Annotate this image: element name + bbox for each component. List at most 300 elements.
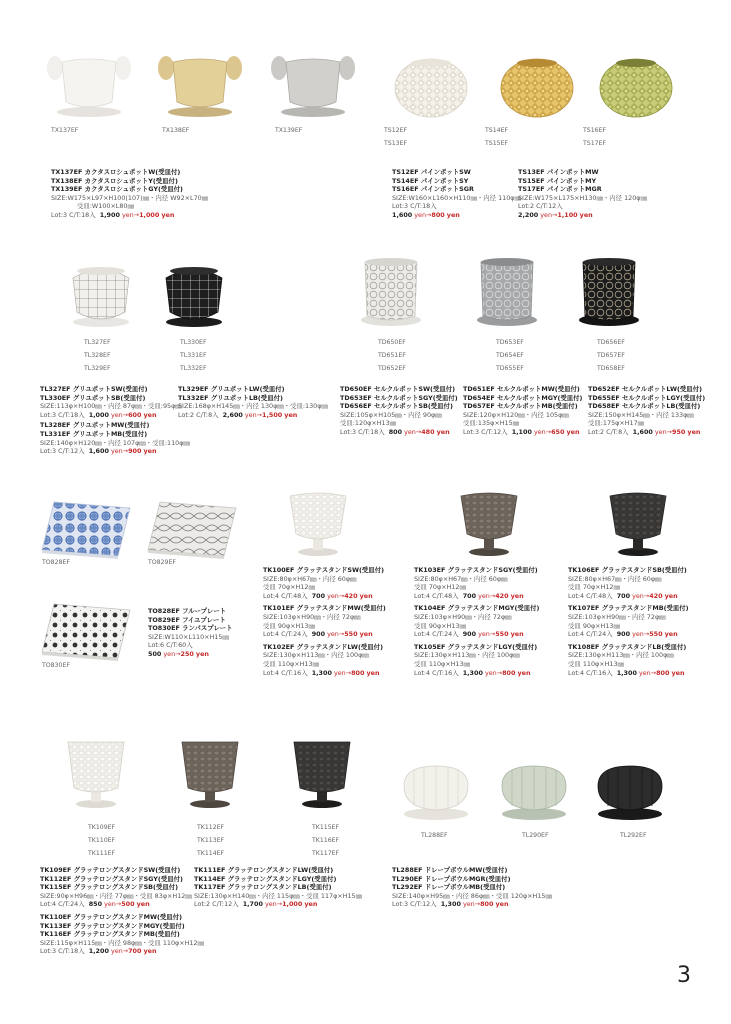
product-name: TD652EF セルクルポットLW(受皿付) — [588, 385, 703, 393]
currency: yen — [566, 427, 580, 436]
size-spec: SIZE:120φ×H120㎜・内径 105φ㎜ — [463, 410, 569, 419]
product-info-long-l — [194, 866, 362, 909]
product-name: TK112EF グラッテロングスタンドSGY(受皿付) — [40, 874, 183, 883]
price-arrow: yen→ — [478, 591, 496, 600]
product-code: TS16EF — [583, 127, 607, 134]
product-name: TL327EF グリユポットSW(受皿付) — [40, 385, 148, 393]
price-line — [263, 630, 386, 639]
product-name: TL331EF グリユポットMB(受皿付) — [40, 429, 148, 438]
price-arrow: yen→ — [163, 649, 181, 658]
product-name: TS14EF パインポットSY — [392, 176, 469, 185]
product-name: TK102EF グラッテスタンドLW(受皿付) — [263, 642, 383, 651]
grid-pot-black-image — [163, 262, 225, 328]
lot-info: Lot:4 C/T:24入 — [40, 900, 85, 909]
list-price: 850 — [88, 900, 103, 909]
sale-price: 800 — [656, 668, 670, 677]
price-line — [518, 211, 647, 220]
product-code: TD652EF — [378, 365, 406, 372]
drape-bowl-black-image — [594, 760, 666, 822]
product-name: TO828EF フループレート — [148, 607, 226, 615]
cactus-pot-grey-image — [268, 50, 358, 120]
lot-info: Lot:3 C/T:12入 — [463, 427, 508, 436]
lot-info: Lot:6 C/T:60入 — [148, 641, 193, 650]
price-line — [392, 900, 552, 909]
product-code: TK113EF — [197, 837, 225, 844]
saucer-spec: 受皿 110φ×H13㎜ — [568, 659, 624, 668]
lot-info: Lot:3 C/T:18入 — [392, 202, 437, 211]
lot-info: Lot:3 C/T:18入 — [51, 210, 96, 219]
price-arrow: yen→ — [462, 900, 481, 909]
lot-info: Lot:4 C/T:24入 — [414, 630, 459, 639]
product-name: TS16EF パインポットSGR — [392, 185, 474, 194]
pine-pot-white-image — [393, 55, 469, 119]
product-code: TD656EF — [597, 339, 625, 346]
product-info-stand-black — [568, 566, 689, 677]
price-line — [194, 900, 362, 909]
product-code: TD658EF — [597, 365, 625, 372]
price-arrow: yen→ — [264, 900, 283, 909]
price-arrow: yen→ — [533, 427, 552, 436]
list-price: 1,000 — [88, 410, 109, 419]
product-code: TL327EF — [84, 339, 111, 346]
currency: yen — [366, 668, 380, 677]
lot-info: Lot:4 C/T:48入 — [568, 591, 613, 600]
size-spec: SIZE:105φ×H105㎜・内径 90φ㎜ — [340, 410, 442, 419]
currency: yen — [671, 668, 685, 677]
product-code: TL328EF — [84, 352, 111, 359]
plate-grey-image — [146, 498, 238, 560]
saucer-spec: 受皿 90φ×H13㎜ — [568, 621, 620, 630]
price-arrow: yen→ — [244, 410, 263, 419]
product-code: TL332EF — [180, 365, 207, 372]
product-code: TS12EF — [384, 127, 408, 134]
circle-pot-grey-image — [476, 254, 538, 328]
saucer-spec: 受皿 70φ×H12㎜ — [414, 583, 466, 592]
product-code: TD651EF — [378, 352, 406, 359]
product-code: TS13EF — [384, 140, 408, 147]
lot-info: Lot:2 C/T:8入 — [178, 410, 219, 419]
list-price: 900 — [462, 630, 477, 639]
list-price: 1,300 — [616, 668, 637, 677]
product-code: TK112EF — [197, 824, 225, 831]
saucer-spec: 受皿 110φ×H13㎜ — [263, 659, 319, 668]
product-code: TL292EF — [620, 832, 647, 839]
currency: yen — [143, 947, 157, 956]
drape-bowl-green-image — [498, 760, 570, 822]
product-code: TK109EF — [88, 824, 116, 831]
currency: yen — [143, 410, 157, 419]
product-name: TK104EF グラッテスタンドMGY(受皿付) — [414, 604, 540, 613]
size-spec: SIZE:130φ×H140㎜・内径 115φ㎜・受皿 117φ×H15㎜ — [194, 891, 362, 900]
lot-info: Lot:3 C/T:12入 — [40, 447, 85, 456]
product-code: TK111EF — [88, 850, 116, 857]
product-name: TK105EF グラッテスタンドLGY(受皿付) — [414, 642, 538, 651]
list-price: 2,200 — [518, 210, 539, 219]
circle-pot-white-image — [360, 254, 422, 328]
product-info-td-s — [340, 385, 458, 437]
product-name: TL290EF ドレープボウルMGR(受皿付) — [392, 874, 511, 883]
price-line — [340, 428, 458, 437]
sale-price: 550 — [649, 630, 663, 639]
product-code: TD657EF — [597, 352, 625, 359]
lot-info: Lot:4 C/T:16入 — [263, 668, 308, 677]
product-name: TD650EF セルクルポットSW(受皿付) — [340, 385, 456, 393]
saucer-spec: 受皿 70φ×H12㎜ — [568, 583, 620, 592]
lot-info: Lot:4 C/T:16入 — [414, 668, 459, 677]
product-name: TX138EF カクタスロシュポットY(受皿付) — [51, 176, 178, 185]
product-info-pine-small — [392, 168, 521, 220]
product-code-list — [485, 124, 508, 150]
currency: yen — [304, 900, 318, 909]
price-arrow: yen→ — [632, 630, 650, 639]
product-code-list — [312, 821, 339, 860]
sale-price: 800 — [351, 668, 365, 677]
circle-pot-black-image — [578, 254, 640, 328]
list-price: 1,600 — [632, 427, 653, 436]
product-name: TK109EF グラッテロングスタンドSW(受皿付) — [40, 866, 181, 874]
product-code: TS14EF — [485, 127, 509, 134]
price-arrow: yen→ — [404, 427, 422, 436]
sale-price: 800 — [480, 900, 494, 909]
product-name: TK110EF グラッテロングスタンドMW(受皿付) — [40, 912, 183, 921]
size-spec: SIZE:W160×L160×H110㎜・内径 110φ㎜ — [392, 193, 521, 202]
product-info-long-s — [40, 866, 204, 956]
product-name: TK114EF グラッテロングスタンドLGY(受皿付) — [194, 874, 337, 883]
stand-pot-grey-image — [457, 488, 521, 560]
price-line — [568, 669, 689, 678]
product-code: TX137EF — [51, 127, 79, 134]
size-spec: SIZE:W175×L97×H100(107)㎜・内径 W92×L70㎜ — [51, 193, 209, 202]
size-spec: SIZE:80φ×H67㎜・内径 60φ㎜ — [568, 574, 662, 583]
product-name: TL288EF ドレープボウルMW(受皿付) — [392, 866, 508, 874]
size-spec: SIZE:113φ×H100㎜・内径 87φ㎜・受皿:95φ㎜ — [40, 402, 182, 411]
lot-info: Lot:3 C/T:18入 — [340, 427, 385, 436]
product-info-grid-s — [40, 385, 190, 456]
product-name: TO829EF フイユプレート — [148, 615, 226, 624]
saucer-spec: 受皿:175φ×H17㎜ — [588, 419, 645, 428]
product-name: TX139EF カクタスロシュポットGY(受皿付) — [51, 185, 183, 194]
price-arrow: yen→ — [484, 668, 503, 677]
product-name: TS13EF パインポットMW — [518, 168, 599, 176]
product-code: TO829EF — [148, 559, 176, 566]
size-spec: SIZE:80φ×H67㎜・内径 60φ㎜ — [414, 574, 508, 583]
product-name: TK100EF グラッテスタンドSW(受皿付) — [263, 566, 385, 574]
cactus-pot-white-image — [44, 50, 134, 120]
currency: yen — [664, 591, 678, 600]
product-name: TL329EF グリユポットLW(受皿付) — [178, 385, 285, 393]
price-line — [40, 900, 204, 909]
list-price: 1,600 — [392, 210, 413, 219]
lot-info: Lot:3 C/T:18入 — [40, 947, 85, 956]
product-info-cactus — [51, 168, 208, 220]
product-code: TD654EF — [496, 352, 524, 359]
list-price: 1,300 — [440, 900, 461, 909]
currency: yen — [284, 410, 298, 419]
currency: yen — [495, 900, 509, 909]
sale-price: 900 — [128, 447, 142, 456]
product-name: TL328EF グリユポットMW(受皿付) — [40, 421, 150, 430]
pine-pot-green-image — [598, 55, 674, 119]
size-spec: SIZE:90φ×H96㎜・内径 77φ㎜・受皿 83φ×H12㎜ — [40, 891, 192, 900]
sale-price: 550 — [495, 630, 509, 639]
product-code-list — [496, 336, 524, 375]
product-name: TK108EF グラッテスタンドLB(受皿付) — [568, 642, 687, 651]
currency: yen — [687, 427, 701, 436]
product-code-list — [583, 124, 606, 150]
sale-price: 700 — [128, 947, 142, 956]
product-code: TK117EF — [312, 850, 340, 857]
product-name: TS12EF パインポットSW — [392, 168, 471, 176]
price-arrow: yen→ — [654, 427, 673, 436]
price-line — [40, 411, 190, 420]
product-name: TL292EF ドレープボウルMB(受皿付) — [392, 883, 506, 892]
product-name: TK115EF グラッテロングスタンドSB(受皿付) — [40, 883, 179, 892]
list-price: 2,600 — [222, 410, 243, 419]
list-price: 900 — [311, 630, 326, 639]
saucer-spec: 受皿:135φ×H15㎜ — [463, 419, 520, 428]
product-name: TK116EF グラッテロングスタンドMB(受皿付) — [40, 930, 180, 939]
list-price: 700 — [462, 591, 477, 600]
size-spec: SIZE:130φ×H113㎜・内径 100φ㎜ — [568, 651, 674, 660]
page-number: 3 — [677, 963, 691, 988]
price-arrow: yen→ — [638, 668, 657, 677]
saucer-spec: 受皿:120φ×H13㎜ — [340, 419, 397, 428]
product-name: TK117EF グラッテロングスタンドLB(受皿付) — [194, 883, 332, 892]
price-arrow: yen→ — [632, 591, 650, 600]
product-name: TS17EF パインポットMGR — [518, 185, 602, 194]
product-name: TL330EF グリユポットSB(受皿付) — [40, 393, 146, 402]
product-code: TO828EF — [42, 559, 70, 566]
product-code: TX139EF — [275, 127, 303, 134]
product-code-list — [180, 336, 207, 375]
price-line — [414, 669, 539, 678]
currency: yen — [517, 668, 531, 677]
product-name: TK101EF グラッテスタンドMW(受皿付) — [263, 604, 386, 613]
size-spec: SIZE:150φ×H145㎜・内径 133φ㎜ — [588, 410, 694, 419]
currency: yen — [195, 649, 209, 658]
list-price: 1,300 — [311, 668, 332, 677]
product-name: TD658EF セルクルポットLB(受皿付) — [588, 402, 701, 411]
currency: yen — [161, 210, 175, 219]
product-name: TD655EF セルクルポットLGY(受皿付) — [588, 393, 706, 402]
product-name: TD654EF セルクルポットMGY(受皿付) — [463, 393, 583, 402]
list-price: 1,100 — [511, 427, 532, 436]
list-price: 900 — [616, 630, 631, 639]
list-price: 500 — [148, 649, 162, 658]
size-spec: SIZE:103φ×H90㎜・内径 72φ㎜ — [414, 612, 512, 621]
price-arrow: yen→ — [110, 447, 129, 456]
size-spec: SIZE:W175×L175×H130㎜・内径 120φ㎜ — [518, 193, 647, 202]
product-code: TK110EF — [88, 837, 116, 844]
lot-info: Lot:4 C/T:24入 — [263, 630, 308, 639]
list-price: 700 — [311, 591, 326, 600]
price-line — [40, 947, 204, 956]
price-arrow: yen→ — [333, 668, 352, 677]
product-code-list — [84, 336, 111, 375]
product-code: TX138EF — [162, 127, 190, 134]
product-name: TL332EF グリユポットLB(受皿付) — [178, 393, 283, 402]
saucer-spec: 受皿 90φ×H13㎜ — [414, 621, 466, 630]
size-spec: SIZE:103φ×H90㎜・内径 72φ㎜ — [568, 612, 666, 621]
product-code-list — [384, 124, 407, 150]
sale-price: 1,000 — [139, 210, 160, 219]
product-code: TK114EF — [197, 850, 225, 857]
product-info-pine-large — [518, 168, 647, 220]
currency: yen — [446, 210, 460, 219]
currency: yen — [510, 591, 524, 600]
product-name: TK106EF グラッテスタンドSB(受皿付) — [568, 566, 687, 574]
product-code: TD655EF — [496, 365, 524, 372]
lot-info: Lot:3 C/T:18入 — [40, 410, 85, 419]
product-code: TS17EF — [583, 140, 607, 147]
product-code: TD653EF — [496, 339, 524, 346]
list-price: 1,300 — [462, 668, 483, 677]
sale-price: 1,500 — [262, 410, 283, 419]
lot-info: Lot:4 C/T:24入 — [568, 630, 613, 639]
price-arrow: yen→ — [540, 210, 558, 219]
price-line — [263, 592, 386, 601]
sale-price: 600 — [128, 410, 142, 419]
pine-pot-yellow-image — [499, 55, 575, 119]
sale-price: 420 — [495, 591, 509, 600]
saucer-spec: 受皿 110φ×H13㎜ — [414, 659, 470, 668]
long-stand-pot-black-image — [290, 738, 354, 810]
list-price: 1,200 — [88, 947, 109, 956]
product-code: TS15EF — [485, 140, 509, 147]
price-arrow: yen→ — [327, 591, 345, 600]
stand-pot-black-image — [606, 488, 670, 560]
saucer-spec: 受皿:W100×L80㎜ — [77, 202, 134, 211]
price-line — [414, 630, 539, 639]
price-arrow: yen→ — [478, 630, 496, 639]
cactus-pot-yellow-image — [155, 50, 245, 120]
price-arrow: yen→ — [104, 900, 122, 909]
product-code-list — [197, 821, 224, 860]
lot-info: Lot:2 C/T:12入 — [194, 900, 239, 909]
product-code-list — [378, 336, 406, 375]
price-arrow: yen→ — [110, 410, 129, 419]
currency: yen — [359, 630, 373, 639]
product-info-grid-l — [178, 385, 328, 419]
lot-info: Lot:3 C/T:12入 — [392, 900, 437, 909]
lot-info: Lot:4 C/T:48入 — [263, 591, 308, 600]
currency: yen — [664, 630, 678, 639]
list-price: 800 — [388, 427, 403, 436]
product-code: TD650EF — [378, 339, 406, 346]
stand-pot-white-image — [286, 488, 350, 560]
price-line — [148, 650, 233, 659]
lot-info: Lot:4 C/T:48入 — [414, 591, 459, 600]
currency: yen — [436, 427, 450, 436]
size-spec: SIZE:168φ×H145㎜・内径 130φ㎜・受皿:130φ㎜ — [178, 402, 328, 411]
product-name: TX137EF カクタスロシュポットW(受皿付) — [51, 168, 181, 176]
product-info-stand-grey — [414, 566, 539, 677]
product-code: TL331EF — [180, 352, 207, 359]
product-name: TD657EF セルクルポットMB(受皿付) — [463, 402, 578, 411]
product-code: TK116EF — [312, 837, 340, 844]
list-price: 1,900 — [99, 210, 120, 219]
product-code-list — [597, 336, 625, 375]
size-spec: SIZE:140φ×H95㎜・内径 86φ㎜・受皿 120φ×H15㎜ — [392, 891, 552, 900]
sale-price: 250 — [180, 649, 194, 658]
size-spec: SIZE:140φ×H120㎜・内径 107φ㎜・受皿:110φ㎜ — [40, 438, 190, 447]
sale-price: 420 — [344, 591, 358, 600]
price-line — [40, 447, 190, 456]
currency: yen — [136, 900, 150, 909]
currency: yen — [510, 630, 524, 639]
sale-price: 950 — [672, 427, 686, 436]
product-info-td-m — [463, 385, 582, 437]
product-code: TL288EF — [421, 832, 448, 839]
lot-info: Lot:2 C/T:12入 — [518, 202, 563, 211]
product-info-stand-white — [263, 566, 386, 677]
price-line — [178, 411, 328, 420]
lot-info: Lot:4 C/T:16入 — [568, 668, 613, 677]
drape-bowl-white-image — [400, 760, 472, 822]
size-spec: SIZE:115φ×H115㎜・内径 98φ㎜・受皿 110φ×H12㎜ — [40, 938, 204, 947]
sale-price: 650 — [551, 427, 565, 436]
sale-price: 1,000 — [282, 900, 303, 909]
product-name: TS15EF パインポットMY — [518, 176, 597, 185]
list-price: 1,700 — [242, 900, 263, 909]
sale-price: 550 — [344, 630, 358, 639]
plate-blue-image — [40, 498, 132, 560]
sale-price: 800 — [431, 210, 445, 219]
size-spec: SIZE:130φ×H113㎜・内径 100φ㎜ — [414, 651, 520, 660]
plate-dot-image — [40, 600, 132, 662]
sale-price: 1,100 — [557, 210, 578, 219]
product-name: TK103EF グラッテスタンドSGY(受皿付) — [414, 566, 538, 574]
product-name: TK111EF グラッテロングスタンドLW(受皿付) — [194, 866, 334, 874]
product-code: TL329EF — [84, 365, 111, 372]
product-code: TL290EF — [522, 832, 549, 839]
currency: yen — [579, 210, 593, 219]
sale-price: 500 — [121, 900, 135, 909]
sale-price: 480 — [421, 427, 435, 436]
price-arrow: yen→ — [327, 630, 345, 639]
saucer-spec: 受皿 90φ×H13㎜ — [263, 621, 315, 630]
product-name: TD656EF セルクルポットSB(受皿付) — [340, 402, 453, 411]
product-code: TO830EF — [42, 662, 70, 669]
product-code: TL330EF — [180, 339, 207, 346]
grid-pot-white-image — [70, 262, 132, 328]
price-line — [51, 211, 208, 220]
product-name: TK107EF グラッテスタンドMB(受皿付) — [568, 604, 689, 613]
sale-price: 800 — [502, 668, 516, 677]
price-line — [392, 211, 521, 220]
product-code: TK115EF — [312, 824, 340, 831]
list-price: 1,600 — [88, 447, 109, 456]
long-stand-pot-grey-image — [178, 738, 242, 810]
size-spec: SIZE:80φ×H67㎜・内径 60φ㎜ — [263, 574, 357, 583]
price-arrow: yen→ — [110, 947, 129, 956]
saucer-spec: 受皿 70φ×H12㎜ — [263, 583, 315, 592]
currency: yen — [143, 447, 157, 456]
price-line — [414, 592, 539, 601]
product-name: TO830EF ランパスプレート — [148, 624, 233, 633]
price-arrow: yen→ — [414, 210, 432, 219]
price-line — [263, 669, 386, 678]
price-line — [568, 630, 689, 639]
product-name: TD653EF セルクルポットSGY(受皿付) — [340, 393, 458, 402]
price-line — [463, 428, 582, 437]
currency: yen — [359, 591, 373, 600]
price-line — [588, 428, 705, 437]
product-info-td-l — [588, 385, 705, 437]
product-name: TD651EF セルクルポットMW(受皿付) — [463, 385, 580, 393]
product-info-plates — [148, 607, 233, 659]
price-line — [568, 592, 689, 601]
